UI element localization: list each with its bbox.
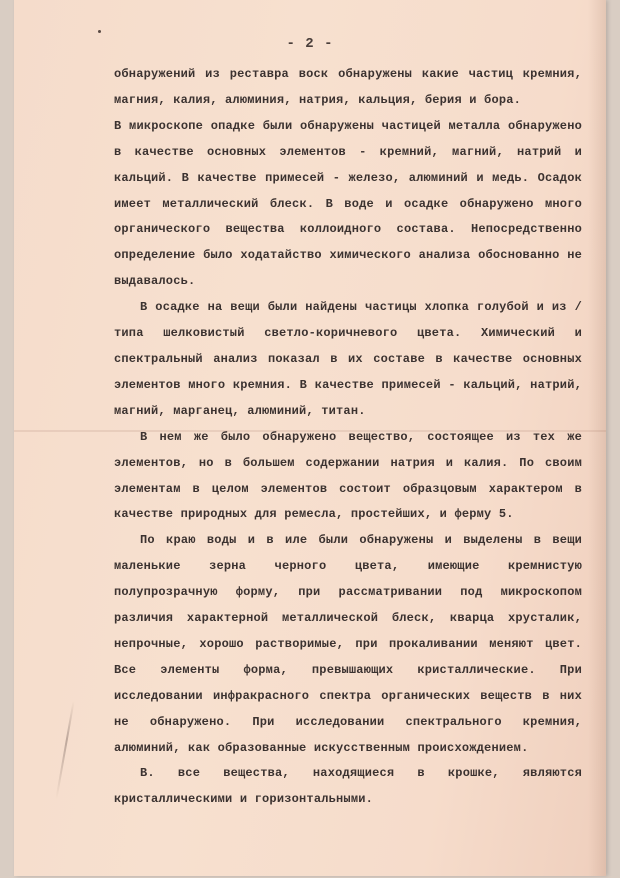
paragraph-4: В нем же было обнаружено вещество, состоящее из тех же элементов, но в большем содержании натрия и калия. По своим элементам в целом элементов состоит образцовым характером в качестве природных для ремесла, простейших, и ферму 5.	[114, 429, 582, 522]
ink-dot	[98, 30, 101, 33]
document-page	[14, 0, 606, 876]
paragraph-1: обнаружений из реставра воск обнаружены какие частиц кремния, магния, калия, алюминия, натрия, кальция, берия и бора.	[114, 67, 582, 107]
paragraph-2: В микроскопе опадке были обнаружены частицей металла обнаружено в качестве основных элементов - кремний, магний, натрий и кальций. В качестве примесей - железо, алюминий и медь. Осадок имеет металлический блеск. В воде и осадке обнаружено много органического вещества коллоидного состава. Непосредственно определение было ходатайство химического анализа обоснованно не выдавалось.	[114, 118, 582, 289]
document-body	[114, 62, 582, 813]
paragraph-5: По краю воды и в иле были обнаружены и выделены в вещи маленькие зерна черного цвета, имеющие кремнистую полупрозрачную форму, при рассматривании под микроскопом различия характерной металлической блеск, кварца хрусталик, непрочные, хорошо растворимые, при прокаливании меняют цвет. Все элементы форма, превышающих кристаллические. При исследовании инфракрасного спектра органических веществ в них не обнаружено. При исследовании спектрального кремния, алюминий, как образованные искусственным происхождением.	[114, 533, 582, 755]
paragraph-6: В. все вещества, находящиеся в крошке, являются кристаллическими и горизонтальными.	[114, 766, 582, 807]
paragraph-3: В осадке на вещи были найдены частицы хлопка голубой и из /типа шелковистый светло-коричневого цвета. Химический и спектральный анализ показал в их составе в качестве основных элементов много кремния. В качестве примесей - кальций, натрий, магний, марганец, алюминий, титан.	[114, 300, 582, 418]
page-number: - 2 -	[286, 36, 334, 52]
margin-pencil-mark	[55, 701, 74, 800]
